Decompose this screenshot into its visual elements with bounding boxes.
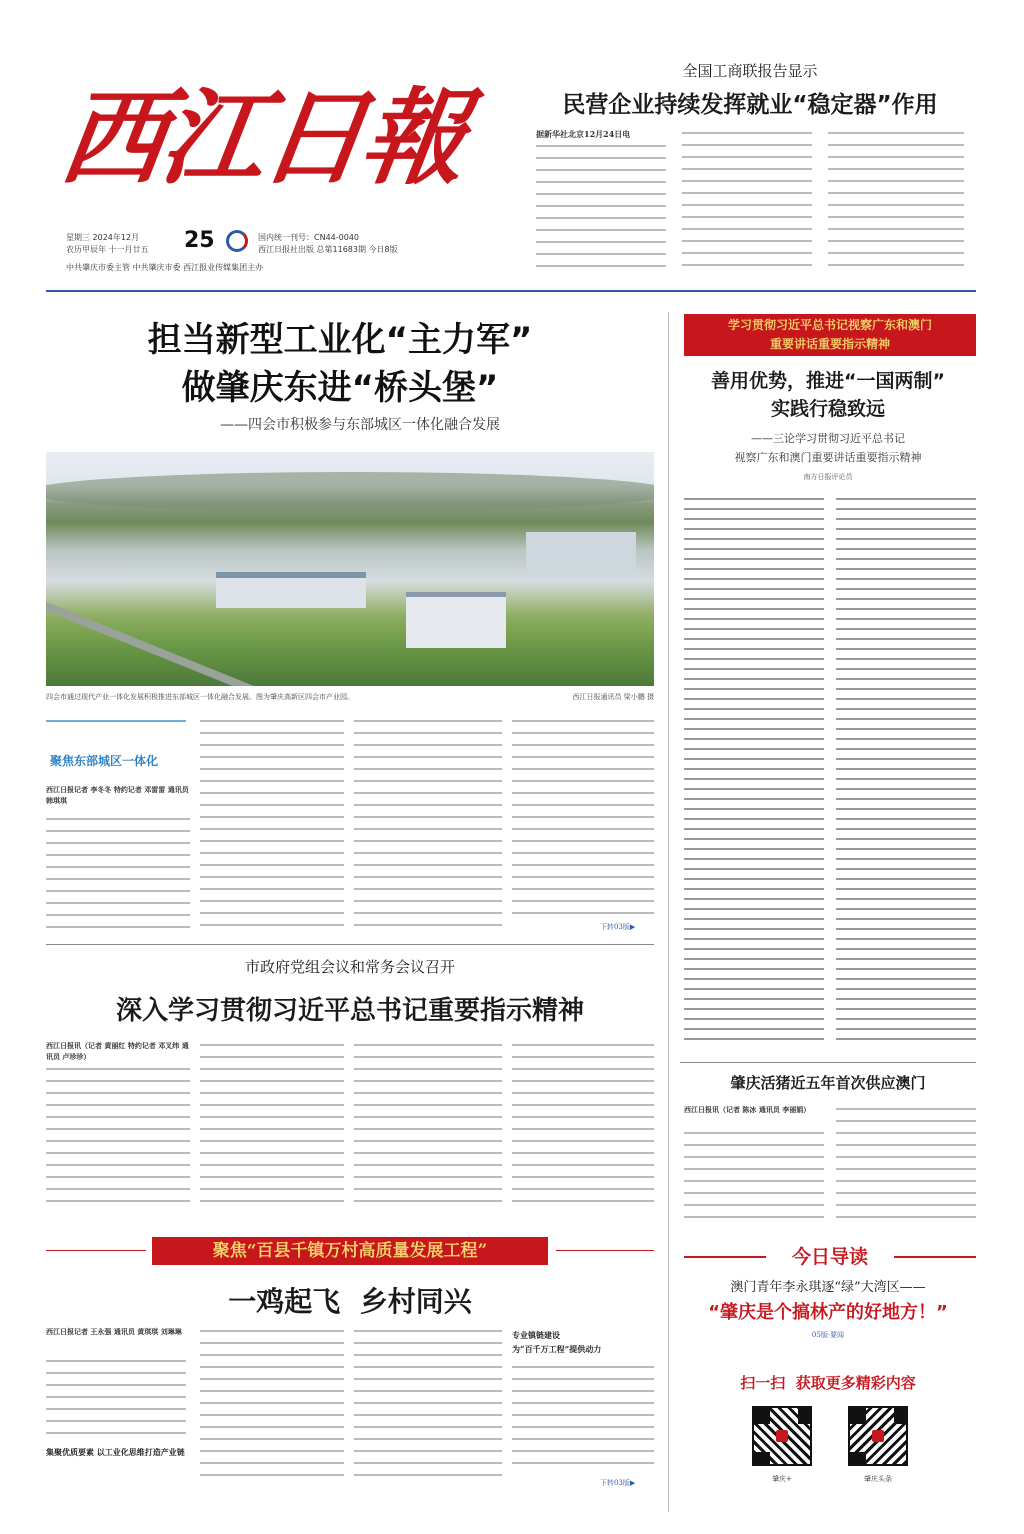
meeting-headline[interactable]: 深入学习贯彻习近平总书记重要指示精神 bbox=[115, 996, 584, 1026]
publisher-line: 西江日报社出版 总第11683期 今日8版 bbox=[258, 245, 398, 254]
meeting-kicker: 市政府党组会议和常务会议召开 bbox=[244, 958, 455, 976]
photo-hills bbox=[46, 472, 654, 512]
lead-headline-2[interactable]: 做肇庆东进“桥头堡” bbox=[181, 368, 499, 408]
lead-more-link[interactable]: 下转03版▶ bbox=[600, 923, 636, 931]
commentary-banner-line-2: 重要讲话重要指示精神 bbox=[769, 337, 890, 351]
lead-tag bbox=[46, 720, 186, 772]
cn-number: 国内统一刊号：CN44-0040 bbox=[258, 233, 359, 242]
qr-center-logo-icon bbox=[872, 1430, 884, 1442]
meeting-col-4 bbox=[512, 1040, 654, 1208]
top-story-kicker: 全国工商联报告显示 bbox=[682, 62, 818, 80]
lead-col-3 bbox=[354, 716, 502, 932]
guide-kicker: 澳门青年李永琪逐“绿”大湾区—— bbox=[730, 1280, 926, 1295]
meeting-col-3 bbox=[354, 1040, 502, 1208]
photo-caption: 四会市通过现代产业一体化发展积极推进东部城区一体化融合发展。图为肇庆高新区四会市产业园。 bbox=[46, 693, 354, 701]
qr-label-2: 肇庆头条 bbox=[864, 1475, 892, 1483]
lead-col-4 bbox=[512, 716, 654, 922]
commentary-divider bbox=[680, 1062, 976, 1063]
top-story-col-1 bbox=[536, 128, 666, 276]
meeting-col-1 bbox=[46, 1064, 190, 1208]
scan-prompt: 扫一扫 获取更多精彩内容 bbox=[740, 1374, 916, 1392]
qr-center-logo-icon bbox=[776, 1430, 788, 1442]
masthead-rule bbox=[46, 290, 976, 292]
masthead-info bbox=[66, 228, 486, 278]
lead-col-1 bbox=[46, 814, 190, 932]
paper-emblem-icon bbox=[226, 230, 248, 252]
right-column-divider bbox=[668, 312, 669, 1512]
rural-banner: 聚焦“百县千镇万村高质量发展工程” bbox=[152, 1237, 548, 1265]
commentary-subhead-1: ——三论学习贯彻习近平总书记 bbox=[751, 432, 905, 445]
date-line: 星期三 2024年12月 bbox=[66, 233, 140, 242]
rural-col-2 bbox=[200, 1326, 344, 1486]
issue-day: 25 bbox=[184, 228, 215, 253]
top-story-col-2 bbox=[682, 128, 812, 276]
qr-label-1: 肇庆+ bbox=[772, 1475, 792, 1483]
qr-code-1[interactable] bbox=[752, 1406, 812, 1466]
pork-byline: 西江日报讯（记者 陈冰 通讯员 李丽娟） bbox=[684, 1105, 811, 1114]
sponsor-line: 中共肇庆市委主管 中共肇庆市委 西江报业传媒集团主办 bbox=[66, 263, 264, 272]
rural-col-1 bbox=[46, 1356, 186, 1440]
rural-headline[interactable]: 一鸡起飞 乡村同兴 bbox=[228, 1285, 472, 1318]
commentary-banner bbox=[684, 314, 976, 356]
lead-headline-1[interactable]: 担当新型工业化“主力军” bbox=[147, 320, 533, 360]
guide-title: 今日导读 bbox=[791, 1246, 868, 1268]
lunar-line: 农历甲辰年 十一月廿五 bbox=[66, 245, 149, 254]
lead-col-2 bbox=[200, 716, 344, 932]
photo-building-3 bbox=[526, 532, 636, 572]
rural-section-sub: 为“百千万工程”提供动力 bbox=[512, 1344, 602, 1354]
lead-byline: 西江日报记者 李冬冬 特约记者 邓雷雷 通讯员 韩琪琪 bbox=[46, 785, 189, 805]
commentary-subhead-2: 视察广东和澳门重要讲话重要指示精神 bbox=[734, 451, 922, 464]
meeting-col-2 bbox=[200, 1040, 344, 1208]
rural-col-3 bbox=[354, 1326, 502, 1486]
lead-divider bbox=[46, 944, 654, 945]
commentary-banner-line-1: 学习贯彻习近平总书记视察广东和澳门 bbox=[727, 318, 932, 332]
photo-credit: 西江日报通讯员 梁小鹏 摄 bbox=[572, 693, 654, 701]
rural-col-4 bbox=[512, 1362, 654, 1474]
guide-left-rule bbox=[684, 1256, 766, 1258]
rural-byline: 西江日报记者 王永强 通讯员 黄琪琪 刘琳琳 bbox=[46, 1327, 182, 1336]
rural-section-title: 专业镇链建设 bbox=[512, 1330, 560, 1340]
commentary-headline-2[interactable]: 实践行稳致远 bbox=[770, 398, 885, 420]
pork-headline[interactable]: 肇庆活猪近五年首次供应澳门 bbox=[730, 1074, 926, 1092]
top-story-col-3 bbox=[828, 128, 964, 276]
rural-more-link[interactable]: 下转03版▶ bbox=[600, 1479, 636, 1487]
pork-col-1 bbox=[684, 1128, 824, 1222]
commentary-author: 南方日报评论员 bbox=[803, 473, 853, 481]
top-story-byline: 据新华社北京12月24日电 bbox=[536, 129, 631, 139]
meeting-byline: 西江日报讯（记者 黄丽红 特约记者 邓叉纬 通讯员 卢珍珍） bbox=[46, 1041, 189, 1061]
commentary-col-2 bbox=[836, 494, 976, 1046]
commentary-headline-1[interactable]: 善用优势，推进“一国两制” bbox=[711, 370, 945, 392]
guide-right-rule bbox=[894, 1256, 976, 1258]
commentary-col-1 bbox=[684, 494, 824, 1046]
top-story-body bbox=[536, 128, 972, 276]
photo-building-2 bbox=[406, 592, 506, 648]
guide-headline[interactable]: “肇庆是个搞林产的好地方！” bbox=[708, 1302, 948, 1323]
top-story-headline[interactable]: 民营企业持续发挥就业“稳定器”作用 bbox=[562, 92, 938, 118]
rural-left-rule bbox=[46, 1250, 146, 1251]
rural-right-rule bbox=[556, 1250, 654, 1251]
lead-subhead: ——四会市积极参与东部城区一体化融合发展 bbox=[220, 417, 500, 433]
photo-building-1 bbox=[216, 572, 366, 608]
lead-photo[interactable] bbox=[46, 452, 654, 686]
masthead-logo: 西江日報 bbox=[53, 76, 471, 199]
photo-road bbox=[46, 602, 380, 686]
qr-code-2[interactable] bbox=[848, 1406, 908, 1466]
rural-side-title: 集聚优质要素 以工业化思维打造产业链 bbox=[46, 1447, 185, 1457]
pork-col-2 bbox=[836, 1104, 976, 1222]
guide-page[interactable]: 05版·要闻 bbox=[811, 1331, 845, 1339]
lead-tag-label: 聚焦东部城区一体化 bbox=[50, 754, 159, 768]
